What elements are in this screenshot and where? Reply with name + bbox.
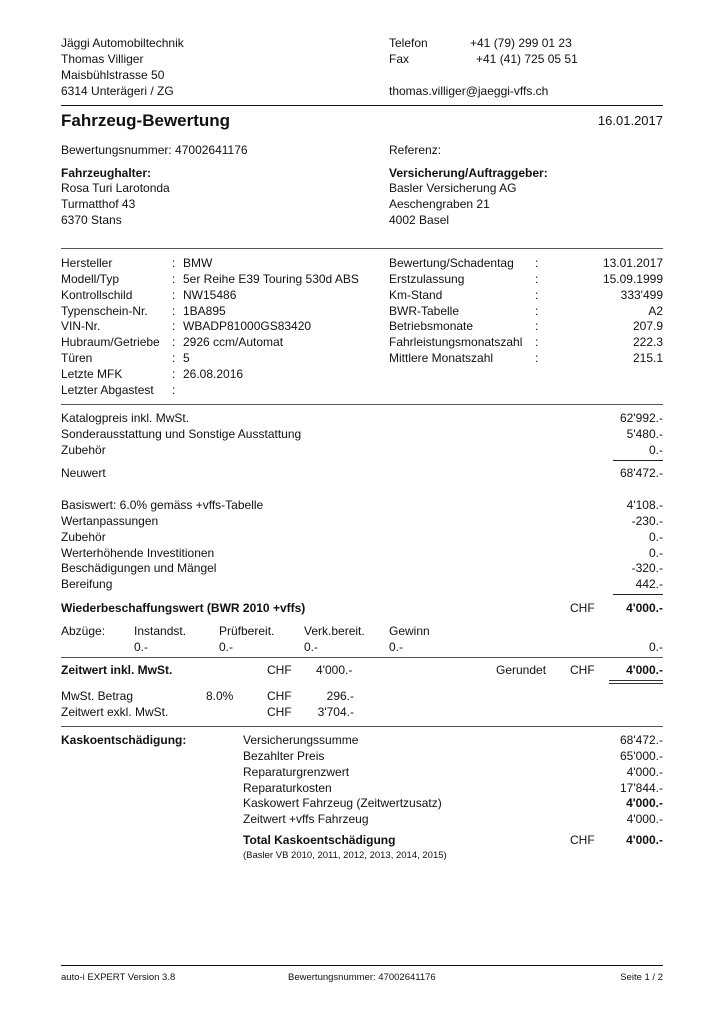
colon: : <box>172 272 176 286</box>
divider <box>61 657 663 658</box>
colon: : <box>535 335 539 349</box>
abzug-value: 0.- <box>304 640 319 654</box>
colon: : <box>535 319 539 333</box>
adjust-value: 0.- <box>648 546 663 560</box>
vehicle-label: Hersteller <box>61 256 113 270</box>
vehicle-value: WBADP81000GS83420 <box>183 319 312 333</box>
vehicle-value: 207.9 <box>632 319 663 333</box>
kasko-total-label: Total Kaskoentschädigung <box>243 833 396 847</box>
vehicle-label: VIN-Nr. <box>61 319 101 333</box>
kasko-value: 68'472.- <box>620 733 663 747</box>
kasko-heading: Kaskoentschädigung: <box>61 733 187 747</box>
neuwert-label: Neuwert <box>61 466 106 480</box>
colon: : <box>535 351 539 365</box>
telefon-value: +41 (79) 299 01 23 <box>470 36 572 50</box>
colon: : <box>172 367 176 381</box>
divider <box>61 404 663 405</box>
price-value: 5'480.- <box>626 427 663 441</box>
adjust-label: Werterhöhende Investitionen <box>61 546 215 560</box>
neuwert-value: 68'472.- <box>620 466 663 480</box>
divider <box>61 248 663 249</box>
kasko-label: Versicherungssumme <box>243 733 359 747</box>
price-value: 0.- <box>648 443 663 457</box>
price-label: Zubehör <box>61 443 106 457</box>
colon: : <box>172 383 176 397</box>
vehicle-value: 15.09.1999 <box>602 272 663 286</box>
vehicle-value: 5er Reihe E39 Touring 530d ABS <box>183 272 359 286</box>
colon: : <box>535 256 539 270</box>
bewertungsnummer: Bewertungsnummer: 47002641176 <box>61 143 248 157</box>
zeitwert-value: 4'000.- <box>316 663 353 677</box>
kasko-value: 4'000.- <box>626 812 663 826</box>
abzug-head: Gewinn <box>389 624 430 638</box>
auftraggeber-street: Aeschengraben 21 <box>389 197 490 211</box>
telefon-label: Telefon <box>389 36 428 50</box>
bwr-value: 4'000.- <box>626 601 663 615</box>
adjust-label: Zubehör <box>61 530 106 544</box>
abzug-head: Prüfbereit. <box>219 624 275 638</box>
vehicle-label: Typenschein-Nr. <box>61 304 148 318</box>
referenz-label: Referenz: <box>389 143 442 157</box>
footer-page: Seite 1 / 2 <box>620 972 663 983</box>
vehicle-label: Bewertung/Schadentag <box>389 256 514 270</box>
adjust-label: Basiswert: 6.0% gemäss +vffs-Tabelle <box>61 498 264 512</box>
kasko-value: 4'000.- <box>626 765 663 779</box>
colon: : <box>172 256 176 270</box>
colon: : <box>172 288 176 302</box>
report-date: 16.01.2017 <box>597 113 663 128</box>
page-title: Fahrzeug-Bewertung <box>61 111 231 130</box>
zeitwert-currency: CHF <box>267 663 292 677</box>
vehicle-label: Türen <box>61 351 93 365</box>
kasko-value: 4'000.- <box>626 796 663 810</box>
adjust-label: Bereifung <box>61 577 113 591</box>
kasko-label: Reparaturkosten <box>243 781 332 795</box>
kasko-label: Kaskowert Fahrzeug (Zeitwertzusatz) <box>243 796 442 810</box>
company-contact: Thomas Villiger <box>61 52 144 66</box>
adjust-label: Beschädigungen und Mängel <box>61 561 217 575</box>
vehicle-label: Letzte MFK <box>61 367 123 381</box>
halter-city: 6370 Stans <box>61 213 122 227</box>
kasko-total-value: 4'000.- <box>626 833 663 847</box>
abzug-value: 0.- <box>219 640 234 654</box>
mwst-rate: 8.0% <box>206 689 234 703</box>
adjust-value: 0.- <box>648 530 663 544</box>
halter-name: Rosa Turi Larotonda <box>61 181 170 195</box>
adjust-label: Wertanpassungen <box>61 514 159 528</box>
vehicle-label: Modell/Typ <box>61 272 120 286</box>
abzuege-total: 0.- <box>648 640 663 654</box>
auftraggeber-city: 4002 Basel <box>389 213 450 227</box>
auftraggeber-heading: Versicherung/Auftraggeber: <box>389 166 548 180</box>
vehicle-label: Kontrollschild <box>61 288 133 302</box>
kasko-label: Bezahlter Preis <box>243 749 325 763</box>
vehicle-value: 26.08.2016 <box>183 367 244 381</box>
price-label: Sonderausstattung und Sonstige Ausstattung <box>61 427 302 441</box>
email-link[interactable]: thomas.villiger@jaeggi-vffs.ch <box>389 84 549 98</box>
zeitwert-label: Zeitwert inkl. MwSt. <box>61 663 173 677</box>
vehicle-value: 5 <box>183 351 190 365</box>
price-value: 62'992.- <box>620 411 663 425</box>
subtotal-underline <box>613 594 663 595</box>
adjust-value: 442.- <box>635 577 663 591</box>
abzug-head: Instandst. <box>134 624 187 638</box>
vehicle-value: A2 <box>648 304 663 318</box>
vehicle-value: 222.3 <box>632 335 663 349</box>
colon: : <box>172 304 176 318</box>
colon: : <box>172 351 176 365</box>
kasko-value: 65'000.- <box>620 749 663 763</box>
double-underline <box>609 680 663 681</box>
price-label: Katalogpreis inkl. MwSt. <box>61 411 190 425</box>
vehicle-label: BWR-Tabelle <box>389 304 460 318</box>
vehicle-value: 1BA895 <box>183 304 226 318</box>
vehicle-label: Betriebsmonate <box>389 319 474 333</box>
vehicle-label: Km-Stand <box>389 288 443 302</box>
kasko-label: Reparaturgrenzwert <box>243 765 350 779</box>
vehicle-value: 13.01.2017 <box>602 256 663 270</box>
footer-version: auto-i EXPERT Version 3.8 <box>61 972 176 983</box>
fax-label: Fax <box>389 52 410 66</box>
auftraggeber-name: Basler Versicherung AG <box>389 181 517 195</box>
bwr-label: Wiederbeschaffungswert (BWR 2010 +vffs) <box>61 601 306 615</box>
double-underline <box>609 683 663 684</box>
adjust-value: -320.- <box>631 561 663 575</box>
company-street: Maisbühlstrasse 50 <box>61 68 165 82</box>
colon: : <box>535 272 539 286</box>
abzuege-label: Abzüge: <box>61 624 106 638</box>
zeitwert-exkl-value: 3'704.- <box>317 705 354 719</box>
company-name: Jäggi Automobiltechnik <box>61 36 184 50</box>
mwst-value: 296.- <box>326 689 354 703</box>
adjust-value: -230.- <box>631 514 663 528</box>
kasko-value: 17'844.- <box>620 781 663 795</box>
divider <box>61 726 663 727</box>
zeitwert-exkl-label: Zeitwert exkl. MwSt. <box>61 705 169 719</box>
company-city: 6314 Unterägeri / ZG <box>61 84 174 98</box>
kasko-label: Zeitwert +vffs Fahrzeug <box>243 812 369 826</box>
gerundet-currency: CHF <box>570 663 595 677</box>
footer-number: Bewertungsnummer: 47002641176 <box>288 972 436 983</box>
abzug-head: Verk.bereit. <box>304 624 365 638</box>
vehicle-label: Mittlere Monatszahl <box>389 351 494 365</box>
vehicle-value: 215.1 <box>632 351 663 365</box>
zeitwert-exkl-currency: CHF <box>267 705 292 719</box>
halter-heading: Fahrzeughalter: <box>61 166 152 180</box>
bwr-currency: CHF <box>570 601 595 615</box>
colon: : <box>172 335 176 349</box>
halter-street: Turmatthof 43 <box>61 197 136 211</box>
vehicle-label: Erstzulassung <box>389 272 465 286</box>
abzug-value: 0.- <box>389 640 404 654</box>
abzug-value: 0.- <box>134 640 149 654</box>
vehicle-value: 333'499 <box>620 288 663 302</box>
vehicle-label: Letzter Abgastest <box>61 383 154 397</box>
vehicle-label: Fahrleistungsmonatszahl <box>389 335 523 349</box>
colon: : <box>535 304 539 318</box>
footer-divider <box>61 965 663 966</box>
colon: : <box>172 319 176 333</box>
kasko-total-currency: CHF <box>570 833 595 847</box>
vehicle-value: 2926 ccm/Automat <box>183 335 284 349</box>
mwst-label: MwSt. Betrag <box>61 689 134 703</box>
vehicle-value: NW15486 <box>183 288 237 302</box>
adjust-value: 4'108.- <box>626 498 663 512</box>
gerundet-label: Gerundet <box>496 663 547 677</box>
vehicle-value: BMW <box>183 256 213 270</box>
gerundet-value: 4'000.- <box>626 663 663 677</box>
fax-value: +41 (41) 725 05 51 <box>476 52 578 66</box>
vehicle-label: Hubraum/Getriebe <box>61 335 160 349</box>
kasko-note: (Basler VB 2010, 2011, 2012, 2013, 2014, 2015) <box>243 850 447 861</box>
subtotal-underline <box>613 460 663 461</box>
header-divider <box>61 105 663 106</box>
mwst-currency: CHF <box>267 689 292 703</box>
colon: : <box>535 288 539 302</box>
